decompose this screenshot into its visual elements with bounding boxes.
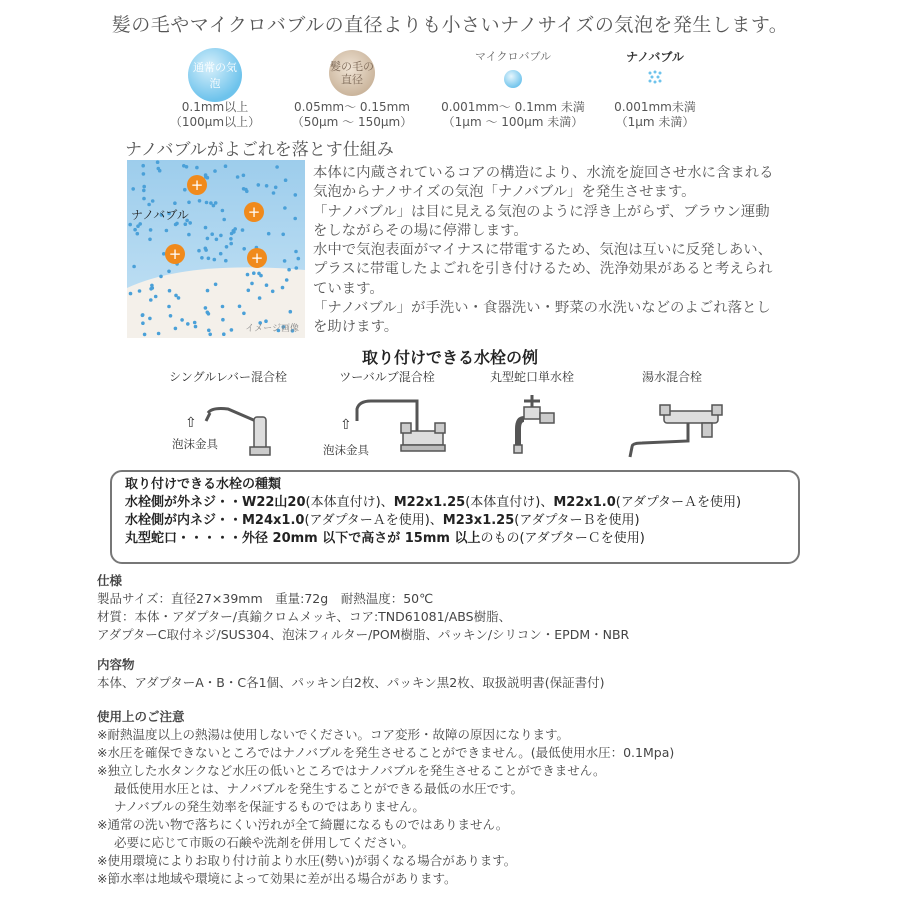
nano-dot	[186, 322, 190, 326]
arrow-up-icon: ⇧	[340, 417, 352, 433]
nano-dot	[156, 160, 160, 164]
nano-dot	[206, 237, 210, 241]
nano-dot	[219, 234, 223, 238]
nano-dot	[242, 247, 246, 251]
svg-text:+: +	[168, 245, 182, 263]
nano-dot	[252, 271, 256, 275]
nano-dot	[284, 178, 288, 182]
nano-dot	[274, 186, 278, 190]
nano-dot	[208, 333, 212, 337]
nano-dot	[193, 321, 197, 325]
nano-dot	[214, 283, 218, 287]
nano-dot	[247, 289, 251, 293]
svg-text:+: +	[247, 203, 261, 221]
nano-dot	[133, 228, 137, 232]
mechanism-text: 本体に内蔵されているコアの構造により、水流を旋回させ水に含まれる気泡からナノサイズの気泡「ナノバブル」を発生させます。 「ナノバブル」は目に見える気泡のように浮き上がらず、ブラウン運動をしながらその場に停滞します。 水中で気泡表面がマイナスに帯電するため、気泡は互いに反発しあい、プラスに帯電したよごれを引き付けるため、洗浄効果があると考えられています。 「ナノバブル」が手洗い・食器洗い・野菜の水洗いなどのよごれ落としを助けます。	[313, 165, 774, 336]
contents-section: 内容物 本体、アダプターA・B・C各1個、パッキン白2枚、パッキン黒2枚、取扱説明書(保証書付)	[97, 657, 605, 690]
nano-dot	[187, 233, 191, 237]
nano-dot	[151, 199, 155, 203]
bubble-micro: マイクロバブル 0.001mm～ 0.1mm 未満 （1μm ～ 100μm 未満）	[441, 50, 585, 129]
nano-dot	[294, 193, 298, 197]
faucet-single-lever: シングルレバー混合栓	[148, 368, 308, 461]
nano-dot	[222, 218, 226, 222]
nano-dot	[142, 172, 146, 176]
nano-dot	[215, 238, 219, 242]
nano-dot	[258, 296, 262, 300]
faucet-types-box	[110, 470, 800, 564]
nano-dot	[221, 305, 225, 309]
nano-dot	[295, 266, 299, 270]
nano-dot	[205, 201, 209, 205]
headline: 髪の毛やマイクロバブルの直径よりも小さいナノサイズの気泡を発生します。	[111, 14, 789, 36]
nano-dot	[136, 232, 140, 236]
nano-dot	[219, 252, 223, 256]
nano-dot	[148, 238, 152, 242]
bubble-nano: ナノバブル 0.001mm未満 （1μm 未満）	[614, 50, 696, 129]
caution-line: ナノバブルの発生効率を保証するものではありません。	[114, 799, 425, 814]
nano-dot	[141, 321, 145, 325]
nano-dot	[188, 221, 192, 225]
nano-dot	[265, 184, 269, 188]
nano-dot	[142, 189, 146, 193]
nano-dot	[149, 228, 153, 232]
nano-dot	[271, 290, 275, 294]
nano-dot	[149, 298, 153, 302]
nano-dot	[293, 217, 297, 221]
nano-dot	[212, 204, 216, 208]
nano-dot	[204, 247, 208, 251]
nano-dot	[229, 237, 233, 241]
nano-dot	[246, 273, 250, 277]
nano-dot	[272, 191, 276, 195]
nano-dot	[207, 257, 211, 261]
nano-dot	[257, 183, 261, 187]
nano-dot	[242, 312, 246, 316]
nanobubble-illustration	[127, 160, 305, 338]
nano-dot	[195, 166, 199, 170]
nano-dot	[204, 226, 208, 230]
caution-line: 必要に応じて市販の石鹸や洗剤を併用してください。	[114, 835, 415, 850]
spec-section: 仕様 製品サイズ：直径27×39mm 重量:72g 耐熱温度：50℃ 材質：本体・アダプター/真鍮クロムメッキ、コア:TND61081/ABS樹脂、 アダプターC取付ネジ/SUS304、泡沫フィルター/POM樹脂、パッキン/シリコン・EPDM・NBR	[97, 573, 630, 642]
nano-dot	[129, 292, 133, 296]
nano-dot	[200, 256, 204, 260]
nano-dot	[224, 164, 228, 168]
nano-dot	[173, 201, 177, 205]
nano-dot	[174, 294, 178, 298]
nano-dot	[148, 317, 152, 321]
nano-dot	[265, 283, 269, 287]
nano-dot	[229, 242, 233, 246]
nano-dot	[281, 233, 285, 237]
nano-dot	[138, 289, 142, 293]
bubble-hair: 髪の毛の 直径 0.05mm～ 0.15mm （50μm ～ 150μm）	[277, 48, 427, 96]
svg-text:+: +	[190, 176, 204, 194]
nano-dot	[210, 232, 214, 236]
types-row-round: 丸型蛇口・・・・・外径 20mm 以下で高さが 15mm 以上のもの(アダプターＣを使用)	[125, 531, 645, 546]
nano-dot	[222, 332, 226, 336]
types-row-external: 水栓側が外ネジ・・W22山20(本体直付け)、M22x1.25(本体直付け)、M22x1.0(アダプターＡを使用)	[125, 495, 742, 510]
nano-dot	[241, 228, 245, 232]
nano-dot	[257, 272, 261, 276]
nano-dot	[132, 265, 136, 269]
nano-dot	[289, 310, 293, 314]
nano-dot	[174, 327, 178, 331]
caution-line: ※独立した水タンクなど水圧の低いところではナノバブルを発生させることができません。	[97, 763, 606, 778]
nano-dot	[281, 286, 285, 290]
nano-dot	[141, 164, 145, 168]
nano-dot	[197, 249, 201, 253]
mixing-faucet-icon	[602, 391, 742, 471]
nano-dot	[213, 169, 217, 173]
nano-dot	[213, 258, 217, 262]
nano-dot	[250, 282, 254, 286]
faucet-title: 取り付けできる水栓の例	[361, 348, 538, 367]
caution-line: 最低使用水圧とは、ナノバブルを発生することができる最低の水圧です。	[114, 781, 524, 796]
nano-dot	[275, 165, 279, 169]
nano-dot	[283, 206, 287, 210]
caution-line: ※耐熱温度以上の熱湯は使用しないでください。コア変形・故障の原因になります。	[97, 727, 569, 742]
nano-dot	[136, 224, 140, 228]
types-row-internal: 水栓側が内ネジ・・M24x1.0(アダプターＡを使用)、M23x1.25(アダプターＢを使用)	[125, 513, 640, 528]
water-illustration-icon	[127, 160, 305, 338]
nano-dot	[157, 332, 161, 336]
nano-dot	[150, 284, 154, 288]
nano-dot	[157, 167, 161, 171]
spec-title: 仕様	[97, 573, 123, 588]
nano-dot	[159, 275, 163, 279]
nano-dot	[230, 328, 234, 332]
svg-text:+: +	[250, 249, 264, 267]
faucet-mixing: 湯水混合栓	[592, 368, 752, 471]
nano-dot	[245, 190, 249, 194]
caution-line: ※水圧を確保できないところではナノバブルを発生させることができません。(最低使用水圧：0.1Mpa)	[97, 745, 675, 760]
faucet-round: 丸型蛇口単水栓	[452, 368, 612, 461]
nano-dot	[165, 229, 169, 233]
nano-dot	[204, 175, 208, 179]
nano-dot	[180, 318, 184, 322]
arrow-up-icon: ⇧	[185, 415, 197, 431]
caution-line: ※通常の洗い物で落ちにくい汚れが全て綺麗になるものではありません。	[97, 817, 509, 832]
nano-dot	[185, 165, 189, 169]
nano-dot	[224, 259, 228, 263]
round-faucet-icon	[472, 391, 592, 461]
nano-dot	[167, 270, 171, 274]
bubble-normal: 通常の気泡 0.1mm以上 （100μm以上）	[140, 48, 290, 102]
microbubble-icon	[504, 70, 522, 88]
nano-dot	[206, 311, 210, 315]
nano-dot	[233, 227, 237, 231]
contents-title: 内容物	[97, 657, 135, 672]
caution-line: ※使用環境によりお取り付け前より水圧(勢い)が弱くなる場合があります。	[97, 853, 517, 868]
nano-dot	[141, 314, 145, 318]
nano-dot	[187, 201, 191, 205]
nano-dot	[238, 305, 242, 309]
nano-dot	[294, 250, 298, 254]
cautions-title: 使用上のご注意	[97, 709, 185, 724]
nano-dot	[242, 174, 246, 178]
nano-dot	[168, 289, 172, 293]
aerator-note-2: 泡沫金具	[323, 443, 369, 457]
normal-bubble-icon: 通常の気泡	[188, 48, 242, 102]
nano-dot	[207, 329, 211, 333]
nano-dot	[198, 199, 202, 203]
types-title: 取り付けできる水栓の種類	[125, 477, 282, 492]
nano-dot	[225, 245, 229, 249]
nano-dot	[204, 306, 208, 310]
nano-dot	[169, 314, 173, 318]
illus-label: ナノバブル	[131, 208, 189, 222]
cautions-section	[97, 708, 674, 888]
hair-diameter-icon: 髪の毛の 直径	[329, 50, 375, 96]
nano-dot	[142, 185, 146, 189]
nano-dot	[131, 187, 135, 191]
nano-dot	[194, 325, 198, 329]
nano-dot	[267, 232, 271, 236]
nano-dot	[242, 187, 246, 191]
nano-dot	[221, 209, 225, 213]
nano-dot	[287, 268, 291, 272]
nano-dot	[128, 223, 132, 227]
nano-dot	[285, 278, 289, 282]
nano-dot	[167, 305, 171, 309]
nano-dot	[283, 259, 287, 263]
aerator-note-1: 泡沫金具	[172, 437, 218, 451]
caution-line: ※節水率は地域や環境によって効果に差が出る場合があります。	[97, 871, 457, 886]
nano-dot	[236, 175, 240, 179]
nano-dot	[297, 257, 301, 261]
nano-dot	[142, 197, 146, 201]
nano-dot	[143, 333, 147, 337]
nanobubble-icon	[647, 70, 663, 84]
mechanism-title: ナノバブルがよごれを落とす仕組み	[125, 140, 394, 160]
faucet-two-valve: ツーバルブ混合栓	[307, 368, 467, 461]
nano-dot	[183, 188, 187, 192]
nano-dot	[221, 318, 225, 322]
nano-dot	[154, 295, 158, 299]
illus-caption: イメージ画像	[245, 324, 299, 334]
nano-dot	[206, 289, 210, 293]
